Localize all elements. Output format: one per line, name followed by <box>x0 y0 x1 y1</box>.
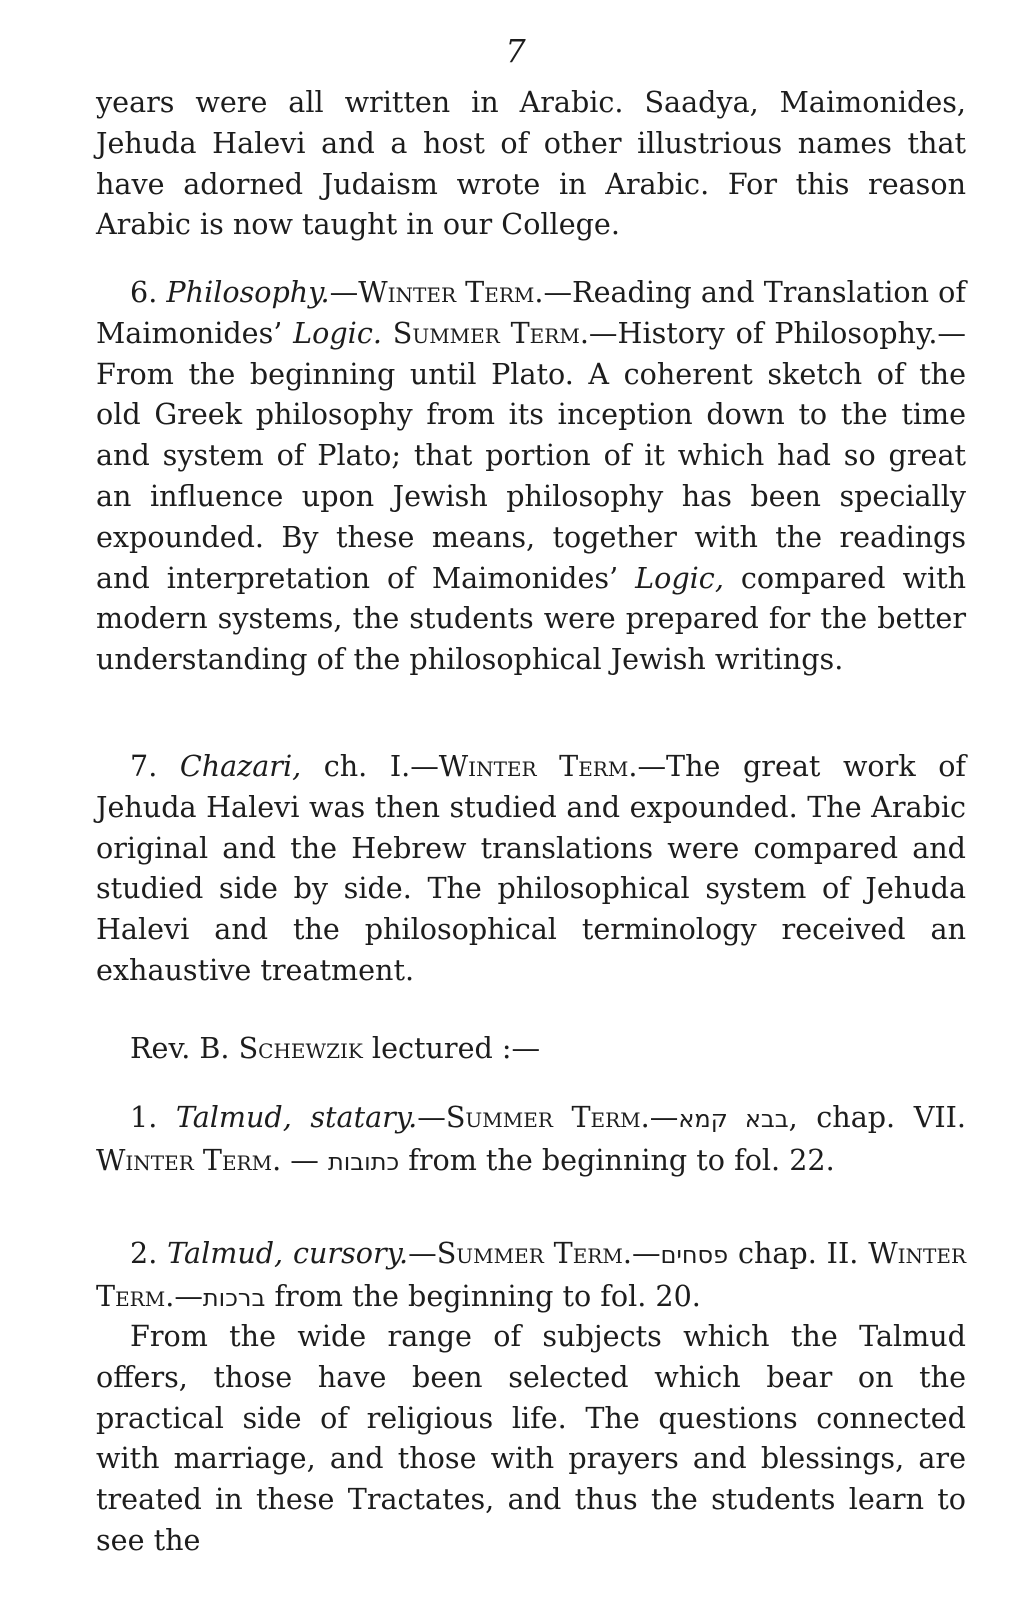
chapter-label: ch. I. <box>323 749 411 783</box>
paragraph-philosophy <box>96 272 966 680</box>
item-talmud-statary <box>96 1097 966 1183</box>
item-talmud-cursory <box>96 1233 966 1319</box>
winter-term-label: Winter Term. <box>96 1236 967 1313</box>
paragraph-text: years were all written in Arabic. Saadya, Maimonides, Jehuda Halevi and a host of other illustrious names that have adorned Judaism wrote in Arabic. For this reason Arabic is now taught in our College. <box>96 85 966 242</box>
paragraph-text: —Reading and Translation of Maimonides’ <box>96 275 966 350</box>
paragraph-arabic <box>96 82 966 245</box>
page-number: 7 <box>505 32 526 70</box>
item-number: 2. <box>130 1236 158 1270</box>
item-title: Talmud, statary. <box>175 1100 418 1134</box>
work-title: Logic. <box>293 315 382 350</box>
item-title: Philosophy. <box>166 275 330 309</box>
hebrew-tractate: ברכות <box>202 1283 266 1312</box>
dash: — <box>649 1100 679 1134</box>
paragraph-chazari <box>96 746 966 991</box>
dash: — <box>631 1236 661 1270</box>
paragraph-text: compared with modern systems, the students were prepared for the better understanding of the philosophical Jewish writings. <box>96 560 966 677</box>
winter-term-label: —Winter Term. <box>329 275 544 309</box>
item-text: from the beginning to fol. 22. <box>408 1142 835 1177</box>
item-text: from the beginning to fol. 20. <box>274 1278 701 1313</box>
summer-term-label: Summer Term. <box>392 315 589 350</box>
lecturer-suffix: lectured :— <box>371 1031 541 1065</box>
item-title: Chazari, <box>179 749 302 783</box>
chapter-label: , chap. VII. <box>788 1100 967 1134</box>
item-title: Talmud, cursory. <box>167 1236 409 1270</box>
chapter-label: chap. II. <box>737 1236 859 1270</box>
item-number: 1. <box>130 1100 158 1134</box>
summer-term-label: —Summer Term. <box>417 1100 650 1134</box>
hebrew-tractate: כתובות <box>327 1147 400 1176</box>
paragraph-text: From the wide range of subjects which the Talmud offers, those have been selected which bear on the practical side of religious life. The questions connected with marriage, and those with prayers and blessings, are treated in these Tractates, and thus the students learn to see the <box>96 1319 966 1557</box>
summer-term-label: —Summer Term. <box>408 1236 632 1270</box>
dash: — <box>174 1278 203 1313</box>
lecturer-name: Schewzik <box>238 1031 363 1065</box>
winter-term-label: —Winter Term. <box>410 749 638 783</box>
dash: — <box>281 1142 328 1177</box>
paragraph-talmud-subjects <box>96 1316 966 1561</box>
paragraph-text: —History of Philosophy.—From the beginning until Plato. A coherent sketch of the old Greek philosophy from its inception down to the time and system of Plato; that portion of it which had so great an influence upon Jewish philosophy has been specially expounded. By these means, together with the readings and interpretation of Maimonides’ <box>96 315 967 595</box>
hebrew-tractate: פסחים <box>660 1241 729 1269</box>
paragraph-text: —The great work of Jehuda Halevi was then studied and expounded. The Arabic original and the Hebrew translations were compared and studied side by side. The philosophical system of Jehuda Halevi and the philosophical terminology received an exhaustive treatment. <box>96 749 966 987</box>
work-title: Logic, <box>635 560 724 595</box>
winter-term-label: Winter Term. <box>96 1142 282 1177</box>
lecturer-prefix: Rev. B. <box>130 1031 230 1065</box>
hebrew-tractate: בבא קמא <box>678 1105 789 1133</box>
lecturer-heading <box>96 1028 966 1069</box>
item-number: 7. <box>130 749 158 783</box>
item-number: 6. <box>130 275 158 309</box>
